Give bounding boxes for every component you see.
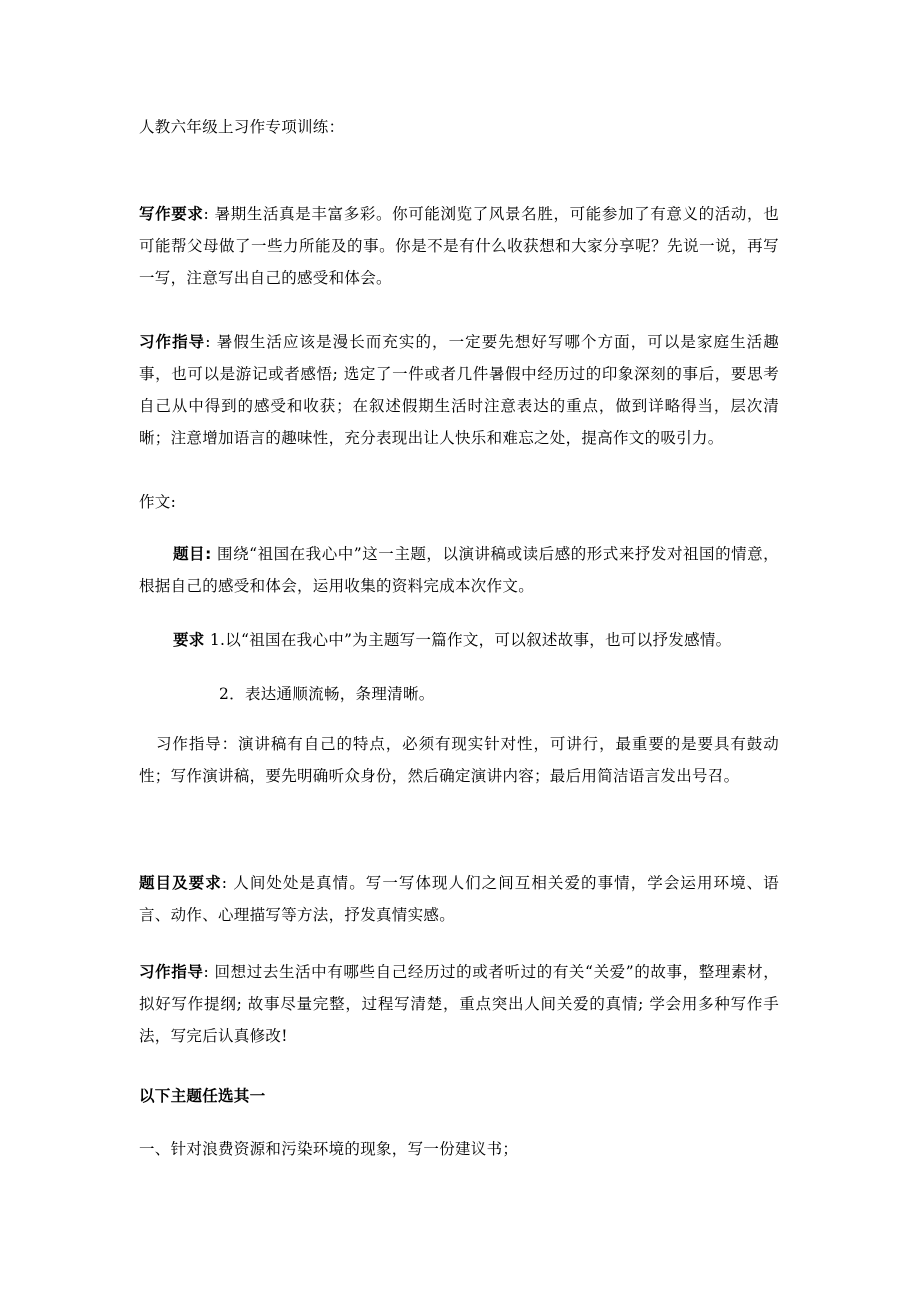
essay-requirement-label: 要求 <box>173 631 205 649</box>
topic-requirement-label: 题目及要求 <box>139 874 222 892</box>
writing-requirement-label: 写作要求 <box>139 205 204 223</box>
topic-requirement-text: : 人间处处是真情。写一写体现人们之间互相关爱的事情，学会运用环境、语言、动作、心理描写等方法，抒发真情实感。 <box>139 874 779 924</box>
care-guide-paragraph <box>139 956 779 1052</box>
essay-requirement-line <box>173 628 731 650</box>
care-guide-text: : 回想过去生活中有哪些自己经历过的或者听过的有关“关爱”的故事，整理素材，拟好写作提纲; 故事尽量完整，过程写清楚，重点突出人间关爱的真情; 学会用多种写作手法，写完后认真修改! <box>139 963 780 1045</box>
choose-one-heading <box>139 1084 265 1106</box>
care-guide-label: 习作指导 <box>139 963 204 981</box>
writing-guide-text: : 暑假生活应该是漫长而充实的，一定要先想好写哪个方面，可以是家庭生活趣事，也可以是游记或者感悟; 选定了一件或者几件暑假中经历过的印象深刻的事后，要思考自己从中得到的感受和收获；在叙述假期生活时注意表达的重点，做到详略得当，层次清晰；注意增加语言的趣味性，充分表现出让人快乐和难忘之处，提高作文的吸引力。 <box>139 333 780 447</box>
writing-guide-label: 习作指导 <box>139 333 206 351</box>
writing-requirement-paragraph <box>139 198 779 294</box>
option-1 <box>139 1137 518 1159</box>
essay-requirement-item-1: 1.以“祖国在我心中”为主题写一篇作文，可以叙述故事，也可以抒发感情。 <box>204 631 732 649</box>
intro-text: 人教六年级上习作专项训练： <box>139 118 345 136</box>
essay-topic-label: 题目: <box>173 545 212 563</box>
writing-guide-paragraph <box>139 326 779 454</box>
essay-label-text: 作文: <box>139 493 177 511</box>
speech-guide-paragraph <box>139 728 779 792</box>
writing-requirement-text: : 暑期生活真是丰富多彩。你可能浏览了风景名胜，可能参加了有意义的活动，也可能帮父母做了一些力所能及的事。你是不是有什么收获想和大家分享呢？先说一说，再写一写，注意写出自己的感受和体会。 <box>139 205 779 287</box>
essay-label <box>139 490 176 512</box>
essay-topic-paragraph <box>139 538 779 602</box>
essay-requirement-item-2-text: 2．表达通顺流畅，条理清晰。 <box>219 685 435 703</box>
choose-one-text: 以下主题任选其一 <box>139 1087 266 1105</box>
speech-guide-text: 习作指导：演讲稿有自己的特点，必须有现实针对性，可讲行，最重要的是要具有鼓动性；写作演讲稿，要先明确听众身份，然后确定演讲内容；最后用简洁语言发出号召。 <box>139 735 779 785</box>
essay-topic-text: 围绕“祖国在我心中”这一主题，以演讲稿或读后感的形式来抒发对祖国的情意，根据自己的感受和体会，运用收集的资料完成本次作文。 <box>139 545 779 595</box>
option-1-text: 一、针对浪费资源和污染环境的现象，写一份建议书； <box>139 1140 519 1158</box>
essay-requirement-item-2 <box>219 682 435 704</box>
intro-line <box>139 115 344 137</box>
topic-requirement-paragraph <box>139 867 779 931</box>
